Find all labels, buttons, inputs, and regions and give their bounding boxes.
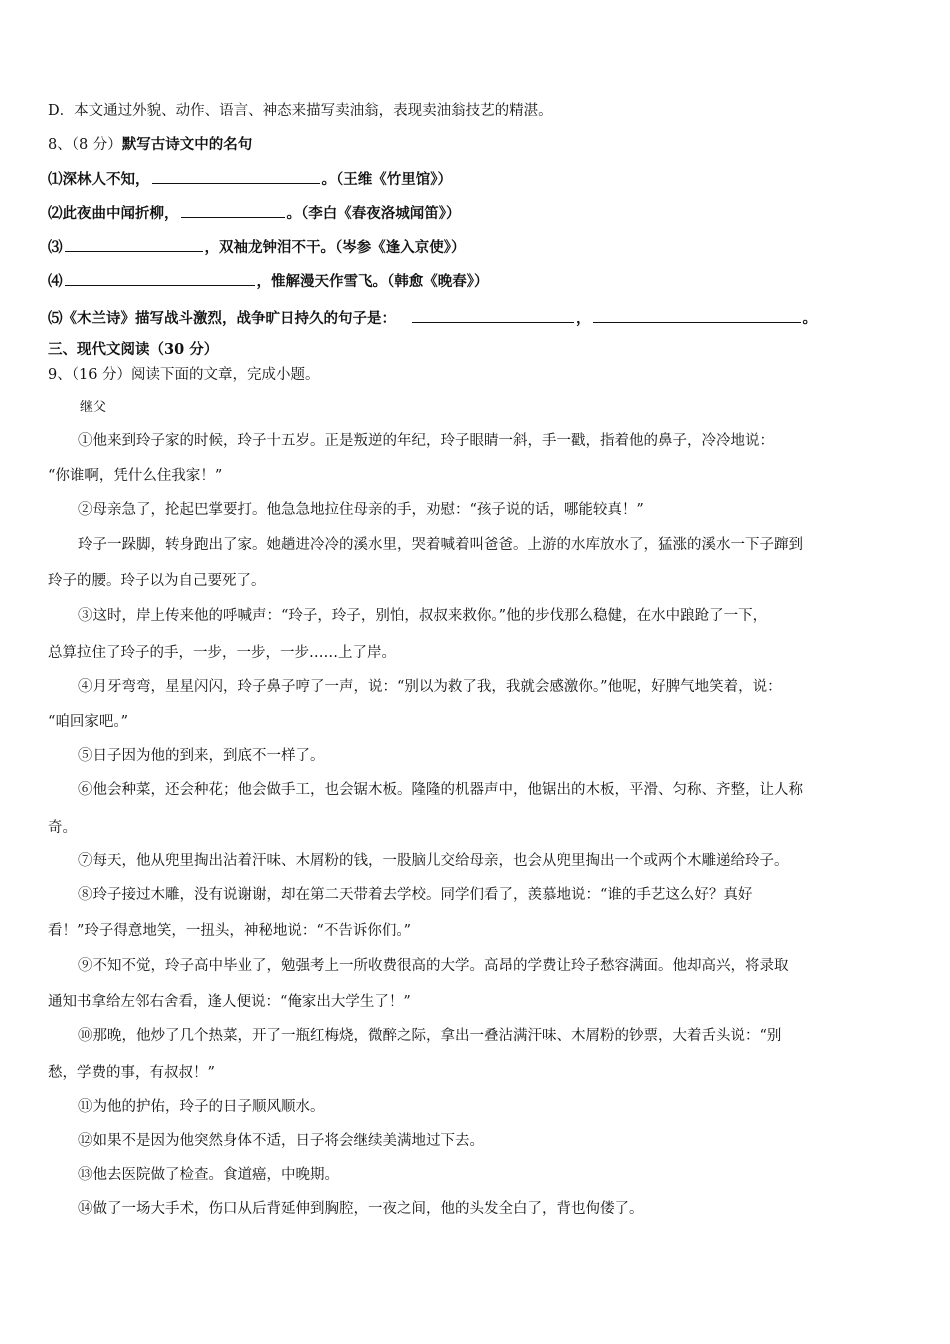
answer-blank[interactable]: [65, 236, 203, 252]
paragraph-line: ④月牙弯弯，星星闪闪，玲子鼻子哼了一声，说：“别以为救了我，我就会感激你。”他呢，好脾气地笑着，说：: [78, 679, 782, 695]
section-3-title: 三、现代文阅读（30 分）: [48, 341, 219, 358]
answer-blank[interactable]: [65, 270, 255, 286]
poem-marker: ⑶: [48, 239, 63, 256]
poem-source: 。（李白《春夜洛城闻笛》）: [286, 205, 461, 222]
poem-line-2: [48, 202, 920, 225]
answer-blank[interactable]: [152, 168, 320, 184]
paragraph-line: ③这时，岸上传来他的呼喊声：“玲子，玲子，别怕，叔叔来救你。”他的步伐那么稳健，在水中踉跄了一下，: [78, 608, 768, 624]
paragraph-line: ②母亲急了，抡起巴掌要打。他急急地拉住母亲的手，劝慰：“孩子说的话，哪能较真！”: [78, 502, 644, 518]
poem-line-5: [48, 307, 920, 330]
poem-punct: ，: [576, 310, 591, 327]
paragraph-line: ⑤日子因为他的到来，到底不一样了。: [78, 748, 325, 764]
answer-blank[interactable]: [593, 307, 801, 323]
paragraph-line: 玲子一跺脚，转身跑出了家。她趟进冷冷的溪水里，哭着喊着叫爸爸。上游的水库放水了，猛涨的溪水一下子蹿到: [78, 537, 803, 553]
poem-line-4: [48, 270, 920, 293]
question-8-header: [48, 134, 920, 156]
poem-marker: ⑷: [48, 273, 63, 290]
answer-blank[interactable]: [181, 202, 285, 218]
paragraph-line: 总算拉住了玲子的手，一步，一步，一步……上了岸。: [48, 645, 396, 661]
poem-text: ⑴深林人不知，: [48, 171, 150, 188]
paragraph-line: ⑨不知不觉，玲子高中毕业了，勉强考上一所收费很高的大学。高昂的学费让玲子愁容满面。他却高兴，将录取: [78, 958, 789, 974]
question-title: 默写古诗文中的名句: [121, 136, 253, 153]
paragraph-line: ⑪为他的护佑，玲子的日子顺风顺水。: [78, 1099, 325, 1115]
paragraph-line: 玲子的腰。玲子以为自己要死了。: [48, 573, 266, 589]
answer-blank[interactable]: [412, 307, 574, 323]
paragraph-line: ⑫如果不是因为他突然身体不适，日子将会继续美满地过下去。: [78, 1133, 484, 1149]
paragraph-line: ⑩那晚，他炒了几个热菜，开了一瓶红梅烧，微醉之际，拿出一叠沾满汗味、木屑粉的钞票，大着舌头说：“别: [78, 1028, 782, 1044]
paragraph-line: 通知书拿给左邻右舍看，逢人便说：“俺家出大学生了！”: [48, 994, 411, 1010]
paragraph-line: “你谁啊，凭什么住我家！”: [48, 468, 223, 484]
paragraph-line: 愁，学费的事，有叔叔！”: [48, 1065, 215, 1081]
paragraph-line: 奇。: [48, 820, 77, 836]
poem-text: ⑸《木兰诗》描写战斗激烈，战争旷日持久的句子是：: [48, 310, 396, 327]
question-number: 8、（8 分）: [48, 137, 122, 153]
option-d: D．本文通过外貌、动作、语言、神态来描写卖油翁，表现卖油翁技艺的精湛。: [48, 103, 553, 119]
poem-text: ⑵此夜曲中闻折柳，: [48, 205, 179, 222]
paragraph-line: ⑦每天，他从兜里掏出沾着汗味、木屑粉的钱，一股脑儿交给母亲，也会从兜里掏出一个或两个木雕递给玲子。: [78, 853, 789, 869]
poem-text: ，惟解漫天作雪飞。（韩愈《晚春》）: [256, 273, 489, 290]
paragraph-line: ①他来到玲子家的时候，玲子十五岁。正是叛逆的年纪，玲子眼睛一斜，手一戳，指着他的鼻子，冷冷地说：: [78, 433, 774, 449]
paragraph-line: ⑭做了一场大手术，伤口从后背延伸到胸腔，一夜之间，他的头发全白了，背也佝偻了。: [78, 1201, 644, 1217]
paragraph-line: ⑧玲子接过木雕，没有说谢谢，却在第二天带着去学校。同学们看了，羡慕地说：“谁的手艺这么好？真好: [78, 887, 753, 903]
poem-line-3: [48, 236, 920, 259]
paragraph-line: ⑥他会种菜，还会种花；他会做手工，也会锯木板。隆隆的机器声中，他锯出的木板，平滑、匀称、齐整，让人称: [78, 782, 803, 798]
poem-text: ，双袖龙钟泪不干。（岑参《逢入京使》）: [204, 239, 466, 256]
paragraph-line: ⑬他去医院做了检查。食道癌，中晚期。: [78, 1167, 339, 1183]
poem-line-1: [48, 168, 920, 191]
article-title: 继父: [80, 400, 107, 415]
poem-source: 。（王维《竹里馆》）: [321, 171, 452, 188]
poem-punct: 。: [802, 310, 817, 327]
paragraph-line: 看！”玲子得意地笑，一扭头，神秘地说：“不告诉你们。”: [48, 923, 411, 939]
paragraph-line: “咱回家吧。”: [48, 714, 129, 730]
question-9-intro: 9、（16 分）阅读下面的文章，完成小题。: [48, 367, 320, 383]
